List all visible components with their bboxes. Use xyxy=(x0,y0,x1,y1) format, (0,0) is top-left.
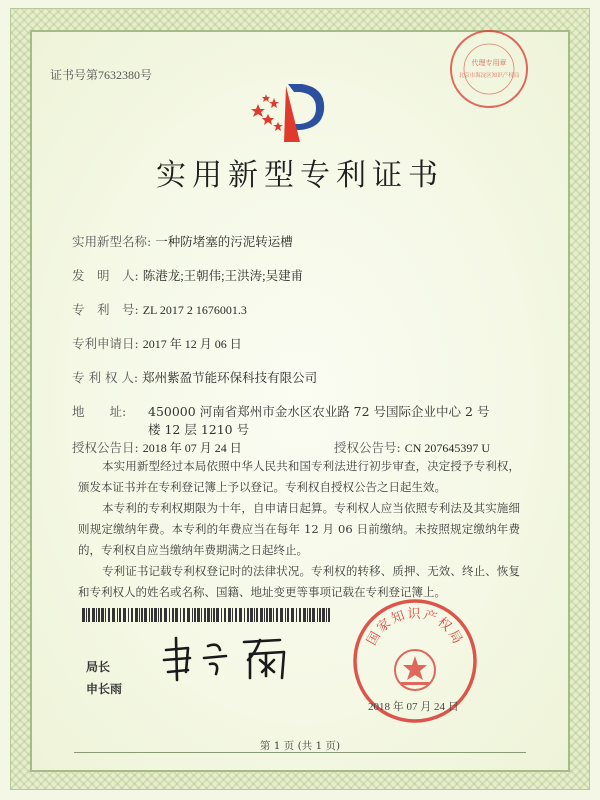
patent-office-logo-icon xyxy=(244,78,340,148)
field-filing-date xyxy=(72,334,242,352)
director-title: 局长 xyxy=(86,660,111,674)
agency-seal xyxy=(448,28,530,110)
certificate-number: 证书号第7632380号 xyxy=(50,68,153,82)
field-utility-name-value: 一种防堵塞的污泥转运槽 xyxy=(155,235,293,249)
field-address-label: 地 址: xyxy=(72,404,127,419)
field-patentee xyxy=(72,368,317,386)
field-patent-number xyxy=(72,300,247,318)
field-utility-name xyxy=(72,232,293,250)
agency-seal-inner-text: 代理专用章 xyxy=(471,59,507,67)
footer-divider xyxy=(74,752,526,753)
field-grant-date-value: 2018 年 07 月 24 日 xyxy=(142,441,242,455)
body-paragraph-3: 专利证书记载专利权登记时的法律状况。专利权的转移、质押、无效、终止、恢复和专利权人的姓名或名称、国籍、地址变更等事项记载在专利登记簿上。 xyxy=(78,564,520,599)
certificate-title: 实用新型专利证书 xyxy=(156,158,444,193)
field-patent-number-label: 专 利 号: xyxy=(72,302,139,317)
seal-date: 2018 年 07 月 24 日 xyxy=(368,701,459,713)
director-signature xyxy=(160,632,320,682)
field-utility-name-label: 实用新型名称: xyxy=(72,234,152,249)
field-inventors xyxy=(72,266,303,284)
field-inventors-value: 陈港龙;王朝伟;王洪涛;吴建甫 xyxy=(142,269,304,283)
national-ip-seal-text: 国家知识产权局 xyxy=(364,607,466,649)
field-grant-number xyxy=(334,438,490,456)
field-inventors-label: 发 明 人: xyxy=(72,268,139,283)
field-grant-number-value: CN 207645397 U xyxy=(404,441,491,455)
field-address-value-line1: 450000 河南省郑州市金水区农业路 72 号国际企业中心 2 号 xyxy=(148,404,490,419)
field-filing-date-label: 专利申请日: xyxy=(72,336,139,351)
field-filing-date-value: 2017 年 12 月 06 日 xyxy=(142,337,242,351)
certificate-body xyxy=(78,456,520,603)
body-paragraph-2: 本专利的专利权期限为十年，自申请日起算。专利权人应当依照专利法及其实施细则规定缴纳年费。本专利的年费应当在每年 12 月 06 日前缴纳。未按照规定缴纳年费的，专利权自应当缴纳年费期满之日起终止。 xyxy=(78,501,520,557)
field-patent-number-value: ZL 2017 2 1676001.3 xyxy=(142,303,247,317)
barcode xyxy=(82,608,332,622)
field-grant-date xyxy=(72,438,242,456)
agency-seal-text: 北京市海淀区知识产权局 xyxy=(458,73,520,79)
field-address xyxy=(72,402,126,420)
field-grant-number-label: 授权公告号: xyxy=(334,440,401,455)
field-grant-date-label: 授权公告日: xyxy=(72,440,139,455)
body-paragraph-1: 本实用新型经过本局依照中华人民共和国专利法进行初步审查，决定授予专利权，颁发本证书并在专利登记簿上予以登记。专利权自授权公告之日起生效。 xyxy=(78,459,520,494)
field-patentee-value: 郑州紫盈节能环保科技有限公司 xyxy=(142,371,318,385)
page-indicator: 第 1 页 (共 1 页) xyxy=(259,740,341,752)
director-name: 申长雨 xyxy=(86,682,123,696)
field-address-value-line2: 楼 12 层 1210 号 xyxy=(148,422,250,437)
field-patentee-label: 专 利 权 人: xyxy=(72,370,139,385)
